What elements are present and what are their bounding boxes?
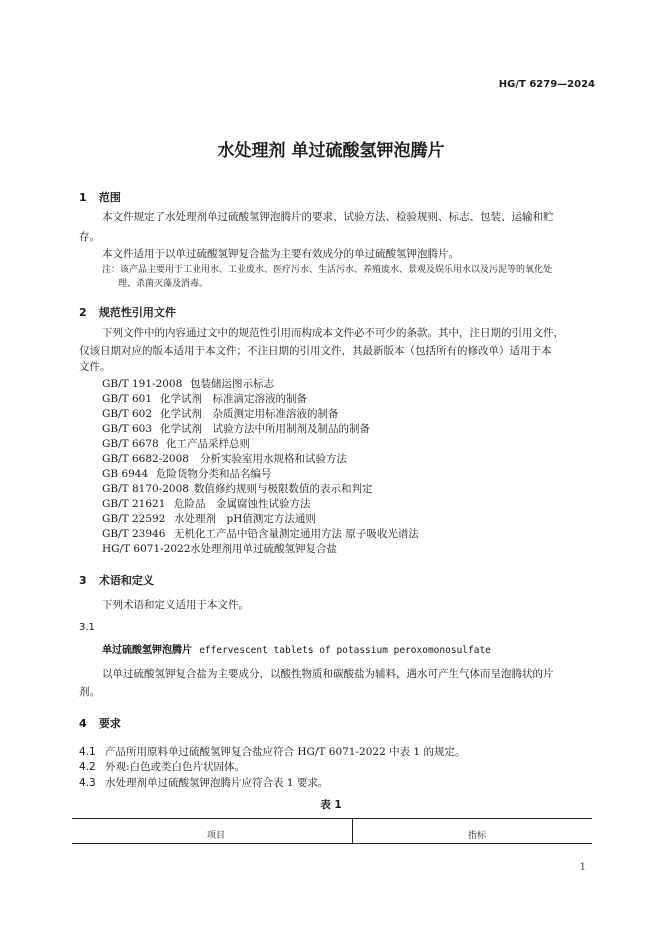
reference-code: HG/T 6071-2022 bbox=[102, 543, 191, 555]
reference-title: 无机化工产品中铅含量测定通用方法 原子吸收光谱法 bbox=[174, 528, 419, 540]
reference-code: GB/T 8170-2008 bbox=[102, 483, 189, 495]
reference-code: GB/T 21621 bbox=[102, 498, 166, 510]
requirement-number: 4.3 bbox=[79, 777, 96, 789]
section-2-para-b: 仅该日期对应的版本适用于本文件；不注日期的引用文件，其最新版本（包括所有的修改单）适用于本 bbox=[79, 345, 552, 357]
term-definition-a: 以单过硫酸氢钾复合盐为主要成分，以酸性物质和碳酸盐为辅料，遇水可产生气体而呈泡腾状的片 bbox=[102, 668, 554, 680]
reference-title: 危险品 金属腐蚀性试验方法 bbox=[174, 498, 311, 510]
section-3-heading bbox=[79, 572, 154, 588]
reference-code: GB/T 191-2008 bbox=[102, 378, 183, 390]
reference-code: GB/T 602 bbox=[102, 408, 153, 420]
term-number: 3.1 bbox=[79, 622, 95, 633]
section-3-title: 术语和定义 bbox=[98, 574, 154, 587]
reference-code: GB/T 601 bbox=[102, 393, 153, 405]
reference-title: 水处理剂 pH值测定方法通则 bbox=[174, 513, 316, 525]
section-1-note-a: 注：该产品主要用于工业用水、工业废水、医疗污水、生活污水、养殖废水、景观及娱乐用水以及污泥等的氧化处 bbox=[102, 265, 553, 275]
table-column-divider bbox=[352, 819, 353, 843]
requirement-item bbox=[79, 759, 245, 774]
reference-title: 化工产品采样总则 bbox=[166, 438, 250, 450]
section-1-para-2: 本文件适用于以单过硫酸氢钾复合盐为主要有效成分的单过硫酸氢钾泡腾片。 bbox=[102, 248, 459, 260]
reference-item bbox=[102, 406, 339, 421]
reference-title: 包装储运图示标志 bbox=[190, 378, 274, 390]
term-definition-b: 剂。 bbox=[79, 686, 100, 698]
section-1-note-b: 理、杀菌灭藻及消毒。 bbox=[118, 279, 209, 289]
table-caption: 表 1 bbox=[320, 799, 342, 811]
term-entry bbox=[102, 641, 491, 656]
reference-item bbox=[102, 436, 250, 451]
section-2-number: 2 bbox=[79, 306, 87, 319]
reference-item bbox=[102, 376, 274, 391]
section-2-heading bbox=[79, 304, 176, 320]
requirements-table bbox=[72, 818, 592, 844]
reference-item bbox=[102, 541, 337, 556]
section-1-title: 范围 bbox=[98, 191, 121, 204]
reference-item bbox=[102, 496, 311, 511]
section-2-para-a: 下列文件中的内容通过文中的规范性引用而构成本文件必不可少的条款。其中，注日期的引用文件， bbox=[102, 327, 564, 339]
reference-item bbox=[102, 391, 307, 406]
reference-code: GB/T 6682-2008 bbox=[102, 453, 189, 465]
document-title: 水处理剂 单过硫酸氢钾泡腾片 bbox=[217, 141, 445, 161]
section-3-number: 3 bbox=[79, 574, 87, 587]
reference-code: GB 6944 bbox=[102, 468, 149, 480]
requirement-text: 外观:白色或类白色片状固体。 bbox=[105, 761, 246, 773]
reference-item bbox=[102, 526, 419, 541]
requirement-item bbox=[79, 744, 465, 759]
reference-item bbox=[102, 481, 373, 496]
section-1-number: 1 bbox=[79, 191, 87, 204]
requirement-text: 产品所用原料单过硫酸氢钾复合盐应符合 HG/T 6071-2022 中表 1 的规定。 bbox=[105, 746, 466, 758]
section-4-title: 要求 bbox=[98, 717, 121, 730]
section-4-heading bbox=[79, 715, 121, 731]
page-number: 1 bbox=[579, 862, 586, 873]
section-1-para-1b: 存。 bbox=[79, 231, 100, 243]
reference-item bbox=[102, 466, 272, 481]
reference-code: GB/T 23946 bbox=[102, 528, 166, 540]
requirement-number: 4.1 bbox=[79, 746, 96, 758]
section-3-para: 下列术语和定义适用于本文件。 bbox=[102, 599, 249, 611]
reference-item bbox=[102, 421, 370, 436]
standard-code: HG/T 6279—2024 bbox=[498, 79, 595, 90]
section-2-para-c: 文件。 bbox=[79, 361, 111, 373]
reference-code: GB/T 22592 bbox=[102, 513, 166, 525]
reference-title: 分析实验室用水规格和试验方法 bbox=[200, 453, 347, 465]
table-header-item: 项目 bbox=[207, 831, 226, 841]
table-header-index: 指标 bbox=[468, 831, 487, 841]
reference-title: 危险货物分类和品名编号 bbox=[156, 468, 272, 480]
table-header-row bbox=[72, 819, 592, 844]
requirement-text: 水处理剂单过硫酸氢钾泡腾片应符合表 1 要求。 bbox=[105, 777, 329, 789]
section-1-para-1a: 本文件规定了水处理剂单过硫酸氢钾泡腾片的要求、试验方法、检验规则、标志、包装、运输和贮 bbox=[102, 211, 554, 223]
section-4-number: 4 bbox=[79, 717, 87, 730]
reference-item bbox=[102, 451, 347, 466]
requirement-item bbox=[79, 775, 328, 790]
requirement-number: 4.2 bbox=[79, 761, 96, 773]
reference-code: GB/T 6678 bbox=[102, 438, 159, 450]
reference-title: 化学试剂 标准滴定溶液的制备 bbox=[160, 393, 307, 405]
reference-code: GB/T 603 bbox=[102, 423, 153, 435]
term-english: effervescent tablets of potassium peroxomonosulfate bbox=[199, 645, 491, 656]
section-2-title: 规范性引用文件 bbox=[98, 306, 176, 319]
reference-title: 水处理剂用单过硫酸氢钾复合盐 bbox=[190, 543, 337, 555]
reference-title: 数值修约规则与极限数值的表示和判定 bbox=[194, 483, 373, 495]
reference-item bbox=[102, 511, 316, 526]
reference-title: 化学试剂 试验方法中所用制剂及制品的制备 bbox=[160, 423, 370, 435]
reference-title: 化学试剂 杂质测定用标准溶液的制备 bbox=[160, 408, 339, 420]
term-chinese: 单过硫酸氢钾泡腾片 bbox=[102, 645, 192, 656]
section-1-heading bbox=[79, 189, 121, 205]
